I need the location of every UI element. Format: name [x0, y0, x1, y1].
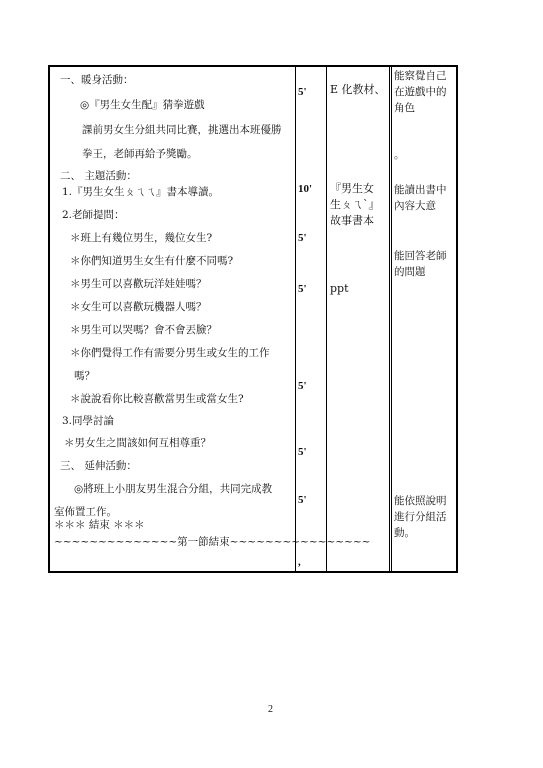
activity-line: ＊你們覺得工作有需要分男生或女生的工作 — [70, 347, 270, 359]
activity-line: ◎將班上小朋友男生混合分組，共同完成教 — [74, 483, 273, 495]
time-value: 10' — [298, 183, 313, 195]
activity-line: 三、 延伸活動： — [60, 460, 137, 472]
activity-line: ＊班上有幾位男生，幾位女生? — [70, 232, 213, 244]
activity-line: 二、 主題活動： — [60, 170, 137, 182]
time-value: 5' — [298, 283, 307, 295]
activity-line: 3.同學討論 — [62, 415, 115, 427]
activity-line: ◎『男生女生配』猜拳遊戲 — [80, 99, 205, 111]
activity-line: 2.老師提問： — [62, 209, 125, 221]
activity-line: ＊男生可以喜歡玩洋娃娃嗎？ — [70, 278, 207, 290]
activity-line: 課前男女生分組共同比賽，挑選出本班優勝 — [82, 124, 282, 136]
goal-item: 能察覺自己 在遊戲中的 角色 — [394, 70, 447, 114]
material-item: E 化教材、 — [330, 83, 386, 96]
activity-line: 一、暖身活動： — [60, 74, 134, 86]
activity-line: ＊你們知道男生女生有什麼不同嗎? — [70, 255, 234, 267]
activity-line: 室佈置工作。 — [54, 506, 117, 518]
activity-line: 1.『男生女生ㄆㄟㄟ』書本導讀。 — [62, 186, 220, 198]
material-item: 『男生女 生ㄆㄟˋ』 故事書本 — [330, 182, 380, 227]
goal-item: 。 — [394, 149, 405, 161]
activity-line: ＊說說看你比較喜歡當男生或當女生? — [70, 393, 244, 405]
page-number: 2 — [268, 704, 273, 715]
time-value: 5' — [298, 494, 307, 506]
activity-line: ＊女生可以喜歡玩機器人嗎？ — [70, 301, 207, 313]
time-value: 5' — [298, 232, 307, 244]
column-divider — [295, 67, 296, 571]
activity-line: 拳王，老師再給予獎勵。 — [82, 148, 198, 160]
material-item: ppt — [330, 282, 349, 295]
column-divider — [326, 67, 327, 571]
time-value: 5' — [298, 86, 307, 98]
column-divider — [391, 67, 392, 571]
activity-line: ＊男生可以哭嗎？會不會丟臉？ — [70, 324, 217, 336]
activity-line: ＊男女生之間該如何互相尊重？ — [64, 437, 211, 449]
goal-item: 能依照說明 進行分組活 動。 — [394, 495, 447, 539]
activity-line: 嗎？ — [74, 370, 95, 382]
activity-line: ~~~~~~~~~~~~~~第一節結束~~~~~~~~~~~~~~~~ — [54, 536, 371, 548]
time-value: 5' — [298, 446, 307, 458]
goal-item: 能回答老師 的問題 — [394, 250, 447, 278]
time-value: , — [298, 556, 301, 568]
column-divider — [389, 67, 390, 571]
goal-item: 能讀出書中 內容大意 — [394, 184, 447, 212]
activity-line: ＊＊＊ 結束 ＊＊＊ — [54, 519, 145, 531]
time-value: 5' — [298, 380, 307, 392]
